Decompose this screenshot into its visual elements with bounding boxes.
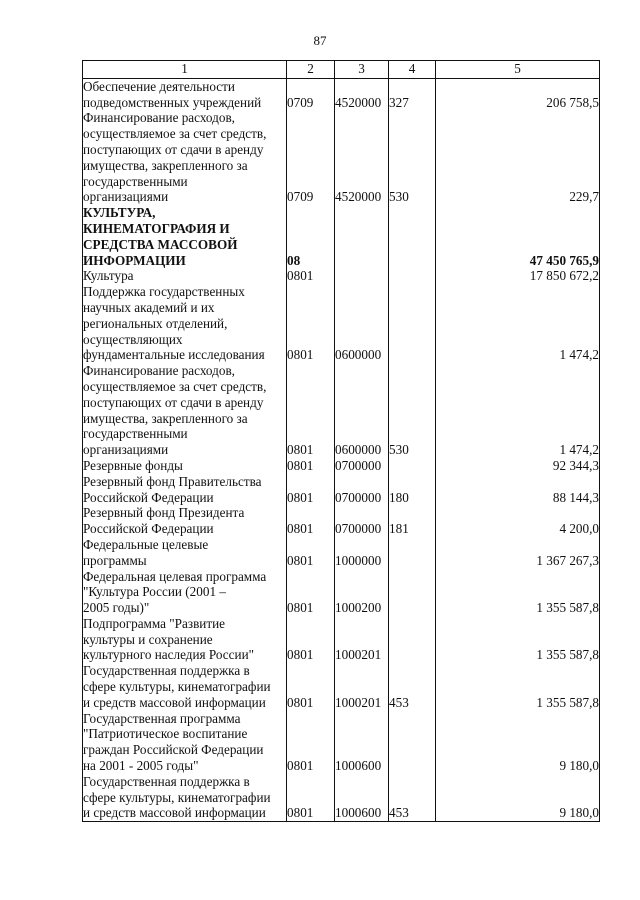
table-body: [83, 78, 600, 821]
table-row: [83, 78, 600, 110]
row-target-code: 0700000: [335, 458, 389, 474]
header-col-5: 5: [436, 61, 600, 79]
row-target-code: 4520000: [335, 110, 389, 205]
row-name-line: граждан Российской Федерации: [83, 742, 264, 758]
row-expense-category: [389, 458, 436, 474]
table-row: [83, 616, 600, 663]
row-name-line: "Патриотическое воспитание: [83, 726, 248, 742]
table-row: [83, 458, 600, 474]
row-name-line: Поддержка государственных: [83, 284, 245, 300]
row-name-line: подведомственных учреждений: [83, 94, 262, 110]
row-expense-category: 180: [389, 474, 436, 506]
row-target-code: [335, 268, 389, 284]
row-name-line: на 2001 - 2005 годы": [83, 758, 199, 774]
row-target-code: 1000201: [335, 616, 389, 663]
row-name: [83, 458, 287, 474]
row-section: 0801: [287, 284, 335, 363]
row-name: [83, 711, 287, 774]
row-name-line: Резервный фонд Правительства: [83, 473, 262, 489]
row-name-line: Российской Федерации: [83, 521, 214, 537]
row-amount: 1 367 267,3: [436, 537, 600, 569]
row-name-line: Финансирование расходов,: [83, 363, 235, 379]
row-name: [83, 363, 287, 458]
row-section: 0801: [287, 474, 335, 506]
row-target-code: 0600000: [335, 363, 389, 458]
row-name-line: осуществляющих: [83, 331, 183, 347]
row-target-code: 1000000: [335, 537, 389, 569]
row-amount: 1 355 587,8: [436, 663, 600, 710]
row-name-line: Российской Федерации: [83, 489, 214, 505]
row-name-line: поступающих от сдачи в аренду: [83, 141, 264, 157]
row-section: 0801: [287, 616, 335, 663]
row-name: [83, 569, 287, 616]
row-amount: 4 200,0: [436, 505, 600, 537]
row-section: 0801: [287, 363, 335, 458]
row-expense-category: [389, 711, 436, 774]
row-name: [83, 110, 287, 205]
row-target-code: 0700000: [335, 474, 389, 506]
row-name-line: ИНФОРМАЦИИ: [83, 252, 186, 268]
row-name: [83, 474, 287, 506]
row-target-code: 0700000: [335, 505, 389, 537]
row-name-line: и средств массовой информации: [83, 805, 266, 821]
row-section: 0709: [287, 110, 335, 205]
row-amount: 47 450 765,9: [436, 205, 600, 268]
row-amount: 88 144,3: [436, 474, 600, 506]
row-expense-category: [389, 205, 436, 268]
row-target-code: 1000600: [335, 774, 389, 822]
row-section: 0801: [287, 505, 335, 537]
row-target-code: 1000201: [335, 663, 389, 710]
table-row: [83, 205, 600, 268]
row-name-line: Обеспечение деятельности: [83, 78, 235, 94]
row-expense-category: 181: [389, 505, 436, 537]
row-amount: 1 355 587,8: [436, 569, 600, 616]
row-name-line: Финансирование расходов,: [83, 110, 235, 126]
row-section: 0801: [287, 537, 335, 569]
row-expense-category: 530: [389, 363, 436, 458]
row-name-line: сфере культуры, кинематографии: [83, 789, 271, 805]
row-expense-category: 327: [389, 78, 436, 110]
row-target-code: 0600000: [335, 284, 389, 363]
row-section: 08: [287, 205, 335, 268]
table-row: [83, 474, 600, 506]
row-name-line: организациями: [83, 442, 169, 458]
row-target-code: [335, 205, 389, 268]
row-expense-category: [389, 616, 436, 663]
row-name-line: культурного наследия России": [83, 647, 255, 663]
table-row: [83, 268, 600, 284]
row-section: 0801: [287, 663, 335, 710]
row-amount: 1 355 587,8: [436, 616, 600, 663]
header-col-4: 4: [389, 61, 436, 79]
row-name-line: Федеральная целевая программа: [83, 568, 267, 584]
table-row: [83, 569, 600, 616]
row-name-line: СРЕДСТВА МАССОВОЙ: [83, 236, 238, 252]
row-name-line: программы: [83, 552, 147, 568]
row-name-line: региональных отделений,: [83, 315, 228, 331]
row-section: 0709: [287, 78, 335, 110]
row-amount: 9 180,0: [436, 711, 600, 774]
row-section: 0801: [287, 774, 335, 822]
row-section: 0801: [287, 711, 335, 774]
row-expense-category: [389, 268, 436, 284]
row-name-line: Государственная программа: [83, 710, 241, 726]
row-name: [83, 205, 287, 268]
row-name-line: научных академий и их: [83, 299, 215, 315]
row-amount: 1 474,2: [436, 284, 600, 363]
page-number: 87: [313, 33, 327, 48]
row-amount: 1 474,2: [436, 363, 600, 458]
row-name-line: осуществляемое за счет средств,: [83, 126, 267, 142]
row-section: 0801: [287, 268, 335, 284]
table-row: [83, 711, 600, 774]
row-name-line: Резервные фонды: [83, 457, 183, 473]
row-name-line: фундаментальные исследования: [83, 347, 265, 363]
row-name: [83, 774, 287, 822]
row-name-line: КУЛЬТУРА,: [83, 205, 156, 221]
row-amount: 92 344,3: [436, 458, 600, 474]
row-expense-category: [389, 569, 436, 616]
row-name: [83, 663, 287, 710]
table-row: [83, 505, 600, 537]
row-name: [83, 268, 287, 284]
row-expense-category: [389, 537, 436, 569]
row-name-line: поступающих от сдачи в аренду: [83, 394, 264, 410]
row-name-line: Резервный фонд Президента: [83, 505, 245, 521]
row-target-code: 1000200: [335, 569, 389, 616]
row-name: [83, 616, 287, 663]
row-target-code: 1000600: [335, 711, 389, 774]
row-name-line: "Культура России (2001 –: [83, 584, 226, 600]
row-name-line: Государственная поддержка в: [83, 663, 250, 679]
row-expense-category: 453: [389, 774, 436, 822]
row-name-line: имущества, закрепленного за: [83, 410, 248, 426]
row-name-line: Государственная поддержка в: [83, 773, 250, 789]
table-row: [83, 663, 600, 710]
header-col-3: 3: [335, 61, 389, 79]
row-amount: 17 850 672,2: [436, 268, 600, 284]
budget-table: [82, 60, 600, 822]
row-name: [83, 537, 287, 569]
table-row: [83, 110, 600, 205]
row-amount: 9 180,0: [436, 774, 600, 822]
header-col-1: 1: [83, 61, 287, 79]
row-section: 0801: [287, 569, 335, 616]
table-row: [83, 363, 600, 458]
row-name-line: культуры и сохранение: [83, 631, 213, 647]
row-name-line: Подпрограмма "Развитие: [83, 615, 226, 631]
row-name-line: и средств массовой информации: [83, 694, 266, 710]
table-row: [83, 537, 600, 569]
row-name-line: Федеральные целевые: [83, 536, 209, 552]
row-name-line: организациями: [83, 189, 169, 205]
row-section: 0801: [287, 458, 335, 474]
row-amount: 229,7: [436, 110, 600, 205]
row-expense-category: 453: [389, 663, 436, 710]
row-name: [83, 78, 287, 110]
row-name-line: 2005 годы)": [83, 600, 150, 616]
row-name-line: осуществляемое за счет средств,: [83, 378, 267, 394]
row-name-line: имущества, закрепленного за: [83, 157, 248, 173]
row-name-line: Культура: [83, 268, 134, 284]
row-name: [83, 505, 287, 537]
header-row: [83, 61, 600, 79]
row-name-line: КИНЕМАТОГРАФИЯ И: [83, 220, 230, 236]
table-row: [83, 774, 600, 822]
row-amount: 206 758,5: [436, 78, 600, 110]
table-row: [83, 284, 600, 363]
row-target-code: 4520000: [335, 78, 389, 110]
row-name-line: сфере культуры, кинематографии: [83, 679, 271, 695]
row-name-line: государственными: [83, 173, 188, 189]
row-expense-category: 530: [389, 110, 436, 205]
header-col-2: 2: [287, 61, 335, 79]
row-name: [83, 284, 287, 363]
row-expense-category: [389, 284, 436, 363]
row-name-line: государственными: [83, 426, 188, 442]
